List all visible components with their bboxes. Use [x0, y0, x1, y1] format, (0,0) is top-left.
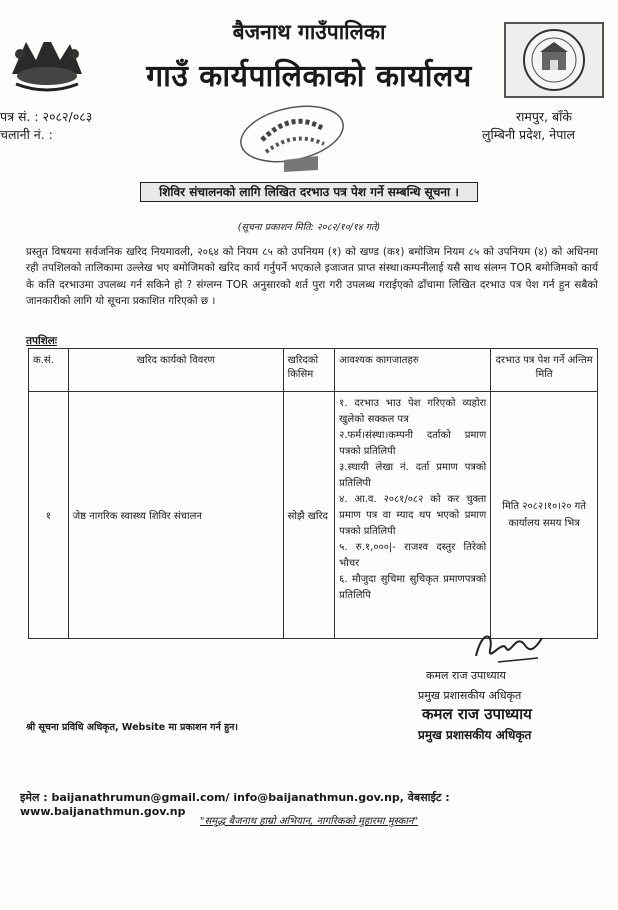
footer-contact: इमेल : baijanathrumun@gmail.com/ info@baijanathmun.gov.np, वेबसाईट : www.baijanathmun.gov.np: [20, 791, 450, 818]
signatory-name-handwritten: कमल राज उपाध्याय: [426, 669, 506, 682]
reference-number: पत्र सं. : २०८२/०८३: [0, 109, 93, 124]
footer-slogan: "समृद्ध बैजनाथ हाम्रो अभियान, नागरिकको मुहारमा मुस्कान": [199, 816, 419, 827]
signatory-title-stamp: प्रमुख प्रशासकीय अधिकृत: [418, 728, 532, 742]
header-sn: क.सं.: [29, 349, 69, 392]
requirement-item: ४. आ.व. २०८१/०८२ को कर चुक्ता प्रमाण पत्र वा म्याद थप भएको प्रमाण पत्रको प्रतिलिपी: [339, 494, 487, 537]
header-documents: आवश्यक कागजातहरु: [335, 349, 491, 392]
procurement-table: [28, 348, 598, 639]
table-label: तपशिलः: [26, 335, 58, 347]
municipality-name: बैजनाथ गाउँपालिका: [232, 20, 386, 44]
row-requirements: [335, 392, 491, 639]
requirement-item: ३.स्थायी लेखा नं. दर्ता प्रमाण पत्रको प्रतिलिपी: [339, 462, 487, 489]
row-type: सोझै खरिद: [283, 392, 335, 639]
publication-date: (सूचना प्रकाशन मिति: २०८२/१०/१४ गते): [237, 222, 381, 233]
requirement-item: ६. मौजुदा सुचिमा सुचिकृत प्रमाणपत्रको प्रतिलिपि: [339, 574, 487, 601]
requirement-item: १. दरभाउ भाउ पेश गरिएको व्यहोरा खुलेको सक्कल पत्र: [339, 398, 487, 425]
address-line2: लुम्बिनी प्रदेश, नेपाल: [482, 127, 576, 142]
municipality-logo-icon: [504, 22, 604, 98]
requirement-item: ५. रु.१,०००|- राजश्व दस्तुर तिरेको भौचर: [339, 542, 487, 569]
header-type: खरिदको किसिम: [283, 349, 335, 392]
table-row: [29, 392, 598, 639]
row-description: जेष्ठ नागरिक स्वास्थ्य शिविर संचालन: [68, 392, 283, 639]
signatory-title-handwritten: प्रमुख प्रशासकीय अधिकृत: [418, 689, 522, 702]
row-sn: १: [29, 392, 69, 639]
header-description: खरिद कार्यको विवरण: [68, 349, 283, 392]
row-deadline: मिति २०८२।१०।२० गते कार्यालय समय भित्र: [491, 392, 598, 639]
address-line1: रामपुर, बाँके: [516, 109, 572, 124]
table-header-row: [29, 349, 598, 392]
header-deadline: दरभाउ पत्र पेश गर्ने अन्तिम मिति: [491, 349, 598, 392]
requirement-item: २.फर्म।संस्था।कम्पनी दर्ताको प्रमाण पत्रको प्रतिलिपी: [339, 430, 487, 457]
notice-title: शिविर संचालनको लागि लिखित दरभाउ पत्र पेश गर्ने सम्बन्धि सूचना ।: [140, 182, 478, 202]
office-name: गाउँ कार्यपालिकाको कार्यालय: [146, 59, 472, 94]
office-stamp-icon: [232, 100, 352, 176]
signature-icon: [468, 626, 548, 670]
dispatch-number: चलानी नं. :: [0, 127, 53, 142]
signatory-name-stamp: कमल राज उपाध्याय: [422, 705, 532, 723]
notice-body: प्रस्तुत विषयमा सर्वजनिक खरिद नियमावली, २०६४ को नियम ८५ को उपनियम (१) को खण्ड (क१) बमोजिम नियम ८५ को उपनियम (४) को अधिनमा रही तपशिलको तालिकामा उल्लेख भए बमोजिमको खरिद कार्य गर्नुपर्ने भएकाले इजाजत प्राप्त संस्था।कम्पनीलाई यसै साथ संलग्न TOR बमोजिमको कार्य के कति दरभाउमा उपलब्ध गर्न सकिने हो ? संग्लग्न TOR अनुसारको शर्त पुरा गरी उपलब्ध गराईएको ढाँचामा लिखित दरभाउ पत्र पेश गर्न हुन सबैको जानकारीको लागि यो सूचना प्रकाशित गरिएको छ ।: [26, 246, 598, 307]
cc-note: श्री सूचना प्रविधि अधिकृत, Website मा प्रकाशन गर्न हुन।: [26, 722, 239, 733]
